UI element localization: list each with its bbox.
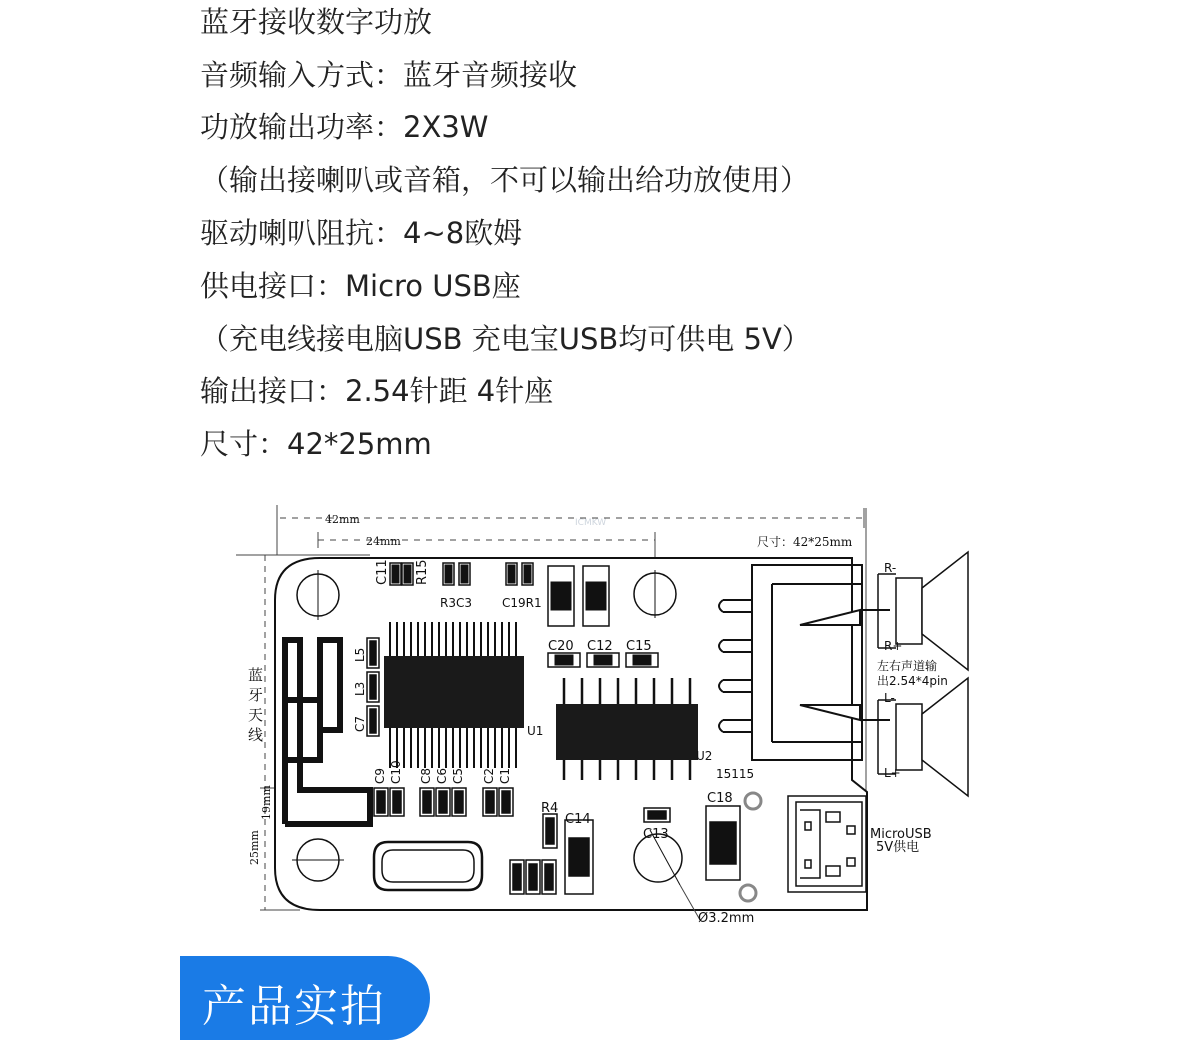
spec-title: 蓝牙接收数字功放	[200, 5, 433, 39]
spec-output-port: 输出接口：2.54针距 4针座	[200, 374, 554, 408]
antenna-label-2: 牙	[248, 686, 264, 704]
label-c7: C7	[353, 715, 367, 732]
label-c14: C14	[565, 812, 591, 827]
spec-impedance: 驱动喇叭阻抗：4~8欧姆	[200, 216, 523, 250]
u2-chip	[556, 704, 698, 760]
dim-24mm: 24mm	[366, 535, 401, 548]
spec-audio-input: 音频输入方式：蓝牙音频接收	[200, 58, 578, 92]
label-c1: C1	[498, 767, 512, 784]
label-c8: C8	[419, 767, 433, 784]
channel-label-1: 左右声道输	[877, 659, 938, 673]
antenna-label-1: 蓝	[248, 666, 264, 684]
label-c13: C13	[643, 827, 669, 842]
label-l5: L5	[353, 647, 367, 662]
hole-dimension: Ø3.2mm	[698, 911, 755, 926]
label-l-plus: L+	[884, 766, 901, 780]
dim-25mm: 25mm	[248, 830, 261, 865]
badge-text: 产品实拍	[202, 981, 386, 1032]
channel-label-2: 出2.54*4pin	[877, 674, 948, 688]
inductors	[367, 638, 379, 736]
label-r-minus: R-	[884, 561, 897, 575]
label-r-plus: R+	[884, 639, 903, 653]
label-u2: U2	[696, 749, 713, 763]
usb-label-1: MicroUSB	[870, 827, 932, 842]
usb-label-2: 5V供电	[876, 840, 920, 855]
watermark: ICMKW	[575, 518, 607, 528]
dim-19mm: 19mm	[260, 785, 273, 820]
label-r3c3: R3C3	[440, 596, 472, 610]
spec-output-power: 功放输出功率：2X3W	[200, 110, 489, 144]
label-c12: C12	[587, 639, 613, 654]
spec-size: 尺寸：42*25mm	[200, 427, 432, 461]
label-c20: C20	[548, 639, 574, 654]
label-u1: U1	[527, 724, 544, 738]
label-c10: C10	[389, 760, 403, 784]
label-l3: L3	[353, 681, 367, 696]
label-c19r1: C19R1	[502, 596, 542, 610]
antenna-label-3: 天	[248, 706, 264, 724]
pcb-diagram	[230, 490, 980, 930]
label-c9: C9	[373, 767, 387, 784]
label-15115: 15115	[716, 767, 755, 781]
spec-output-note: （输出接喇叭或音箱，不可以输出给功放使用）	[200, 163, 810, 197]
label-c5: C5	[451, 767, 465, 784]
label-c6: C6	[435, 767, 449, 784]
label-c18: C18	[707, 791, 733, 806]
size-note: 尺寸：42*25mm	[757, 535, 853, 549]
label-l-minus: L-	[884, 691, 895, 705]
u1-chip	[384, 656, 524, 728]
label-c15: C15	[626, 639, 652, 654]
label-r4: R4	[541, 801, 559, 816]
label-c11: C11	[375, 559, 390, 585]
spec-power-port: 供电接口：Micro USB座	[200, 269, 521, 303]
antenna-label-4: 线	[248, 726, 264, 744]
label-r15: R15	[415, 559, 430, 585]
bottom-caps	[374, 788, 513, 816]
label-c2: C2	[482, 767, 496, 784]
spec-power-note: （充电线接电脑USB 充电宝USB均可供电 5V）	[200, 322, 811, 356]
dim-42mm: 42mm	[325, 513, 360, 526]
micro-usb-port	[788, 796, 866, 892]
product-photo-badge	[180, 956, 430, 1040]
